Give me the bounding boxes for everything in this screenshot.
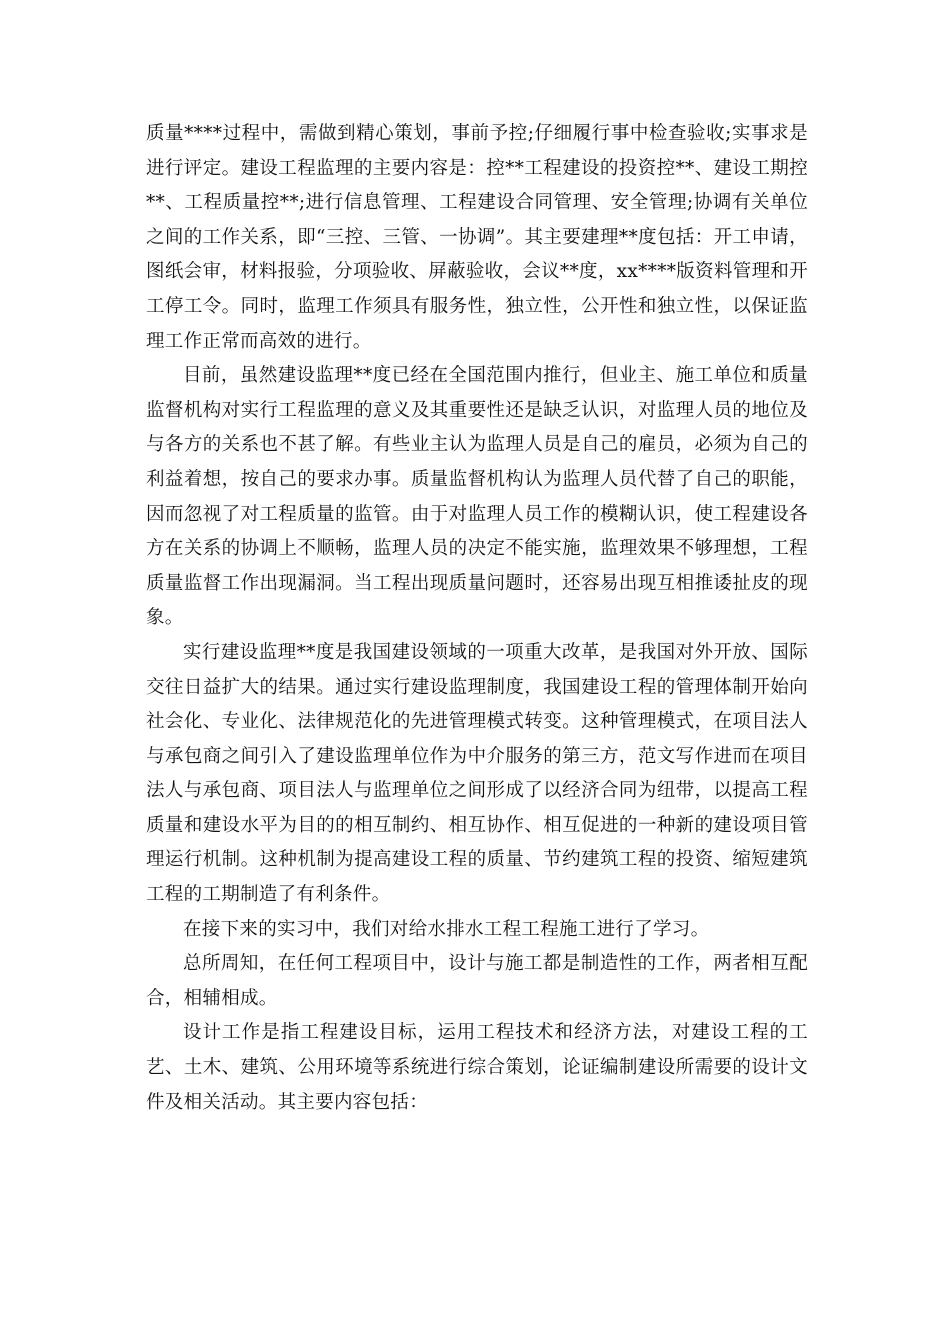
paragraph-design-work: 设计工作是指工程建设目标，运用工程技术和经济方法，对建设工程的工艺、土木、建筑、公用环境等系统进行综合策划，论证编制建设所需要的设计文件及相关活动。其主要内容包括： — [146, 1022, 808, 1113]
paragraph-current-situation: 目前，虽然建设监理**度已经在全国范围内推行，但业主、施工单位和质量监督机构对实行工程监理的意义及其重要性还是缺乏认识，对监理人员的地位及与各方的关系也不甚了解。有些业主认为监理人员是自己的雇员，必须为自己的利益着想，按自己的要求办事。质量监督机构认为监理人员代替了自己的职能，因而忽视了对工程质量的监管。由于对监理人员工作的模糊认识，使工程建设各方在关系的协调上不顺畅，监理人员的决定不能实施，监理效果不够理想，工程质量监督工作出现漏洞。当工程出现质量问题时，还容易出现互相推诿扯皮的现象。 — [146, 365, 808, 629]
paragraph-internship: 在接下来的实习中，我们对给水排水工程工程施工进行了学习。 — [183, 918, 710, 940]
paragraph-reform: 实行建设监理**度是我国建设领域的一项重大改革，是我国对外开放、国际交往日益扩大的结果。通过实行建设监理制度，我国建设工程的管理体制开始向社会化、专业化、法律规范化的先进管理模式转变。这种管理模式，在项目法人与承包商之间引入了建设监理单位作为中介服务的第三方，范文写作进而在项目法人与承包商、项目法人与监理单位之间形成了以经济合同为纽带，以提高工程质量和建设水平为目的的相互制约、相互协作、相互促进的一种新的建设项目管理运行机制。这种机制为提高建设工程的质量、节约建筑工程的投资、缩短建筑工程的工期制造了有利条件。 — [146, 641, 808, 906]
paragraph-supervision-content: 质量****过程中，需做到精心策划，事前予控;仔细履行事中检查验收;实事求是进行评定。建设工程监理的主要内容是：控**工程建设的投资控**、建设工期控**、工程质量控**;进行信息管理、工程建设合同管理、安全管理;协调有关单位之间的工作关系，即“三控、三管、一协调”。其主要建理**度包括：开工申请，图纸会审，材料报验，分项验收、屏蔽验收，会议**度，xx****版资料管理和开工停工令。同时，监理工作须具有服务性，独立性，公开性和独立性，以保证监理工作正常而高效的进行。 — [146, 123, 808, 352]
document-body — [146, 117, 808, 1120]
paragraph-design-construction: 总所周知，在任何工程项目中，设计与施工都是制造性的工作，两者相互配合，相辅相成。 — [146, 953, 808, 1009]
